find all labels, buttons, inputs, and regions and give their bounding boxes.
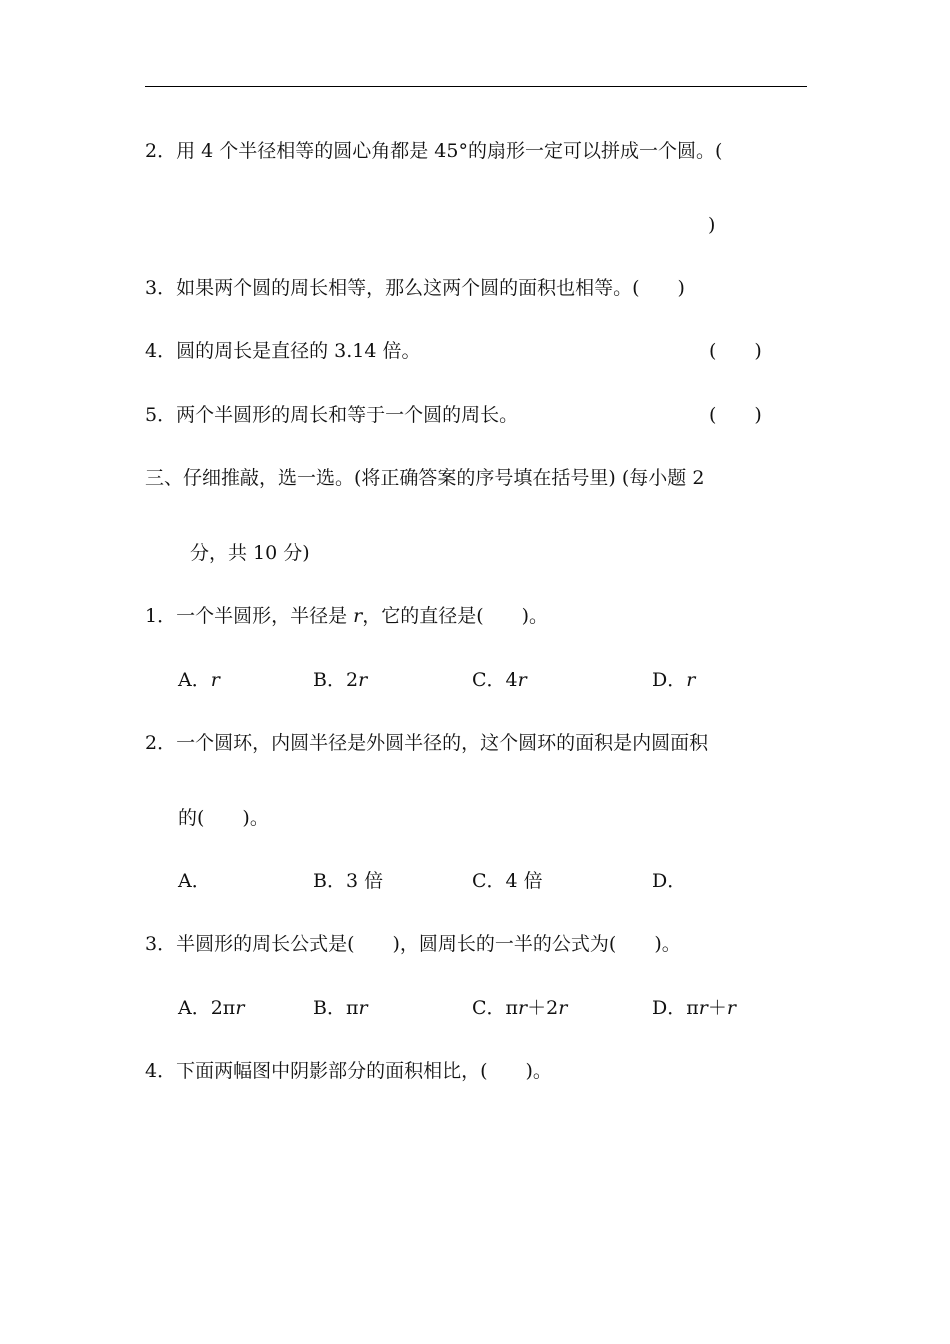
choice-2-option-d: D． xyxy=(652,870,687,892)
judge-question-2: 2．用 4 个半径相等的圆心角都是 45°的扇形一定可以拼成一个圆。( xyxy=(145,140,723,162)
section-3-heading-continued: 分，共 10 分) xyxy=(190,542,310,564)
choice-3-option-a: A．2πr xyxy=(178,997,245,1019)
judge-question-4: 4．圆的周长是直径的 3.14 倍。 xyxy=(145,340,421,362)
choice-question-1-pre: 1．一个半圆形，半径是 xyxy=(145,605,354,627)
choice-1-option-a: A．r xyxy=(178,669,220,691)
choice-3-option-c: C．πr＋2r xyxy=(472,997,568,1019)
radius-variable: r xyxy=(353,605,363,627)
choice-1-option-c: C．4r xyxy=(472,669,527,691)
choice-3-option-b: B．πr xyxy=(313,997,368,1019)
judge-question-5-answer-paren: ( ) xyxy=(709,404,762,426)
choice-question-1-post: ，它的直径是( )。 xyxy=(362,605,549,627)
choice-question-3: 3．半圆形的周长公式是( )，圆周长的一半的公式为( )。 xyxy=(145,933,681,955)
choice-3-option-d: D．πr＋r xyxy=(652,997,736,1019)
choice-1-option-d: D．r xyxy=(652,669,696,691)
choice-question-1 xyxy=(145,603,548,629)
header-rule xyxy=(145,86,807,87)
choice-2-option-a: A． xyxy=(178,870,211,892)
choice-question-2-continued: 的( )。 xyxy=(178,807,269,829)
section-3-heading: 三、仔细推敲，选一选。(将正确答案的序号填在括号里) (每小题 2 xyxy=(145,467,705,489)
judge-question-5: 5．两个半圆形的周长和等于一个圆的周长。 xyxy=(145,404,519,426)
choice-2-option-b: B．3 倍 xyxy=(313,870,384,892)
choice-question-2: 2．一个圆环，内圆半径是外圆半径的，这个圆环的面积是内圆面积 xyxy=(145,732,709,754)
choice-2-option-c: C．4 倍 xyxy=(472,870,543,892)
choice-1-option-b: B．2r xyxy=(313,669,368,691)
judge-question-3: 3．如果两个圆的周长相等，那么这两个圆的面积也相等。( ) xyxy=(145,277,685,299)
choice-question-4: 4．下面两幅图中阴影部分的面积相比，( )。 xyxy=(145,1060,552,1082)
judge-question-2-close-paren: ) xyxy=(708,214,716,236)
judge-question-4-answer-paren: ( ) xyxy=(709,340,762,362)
